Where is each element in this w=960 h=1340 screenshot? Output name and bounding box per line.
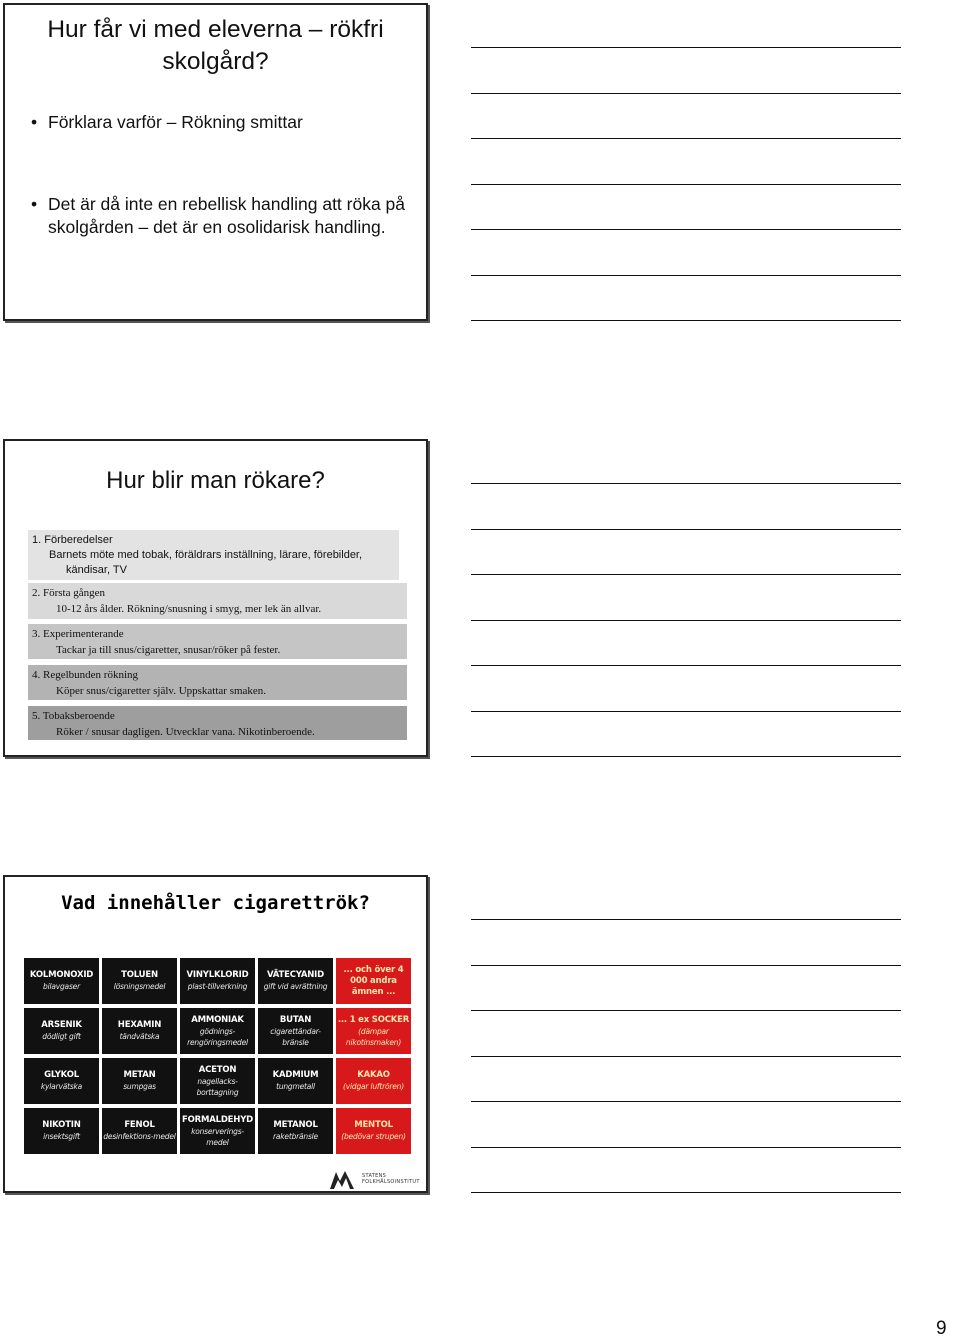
note-line [471,1056,901,1057]
slide-3 [3,875,428,1193]
institute-logo [328,1169,424,1193]
ingredient-use: nagellacks-borttagning [196,1076,239,1097]
ingredient-cell [102,1008,177,1054]
ingredient-use: (bedövar strupen) [341,1132,406,1141]
slide-3-title: Vad innehåller cigarettrök? [61,892,370,914]
ingredient-name: HEXAMIN [117,1020,162,1030]
step-description: Barnets möte med tobak, föräldrars inställning, lärare, förebilder, kändisar, TV [49,549,363,576]
slide-2 [3,439,428,757]
note-line [471,965,901,966]
note-line [471,665,901,666]
ingredient-cell [24,1108,99,1154]
ingredient-cell [258,1108,333,1154]
step-heading: 3. Experimenterande [32,628,124,640]
ingredient-cell [102,1058,177,1104]
note-line [471,47,901,48]
slide-1-bullet [31,193,411,238]
ingredient-use: (vidgar luftrören) [343,1082,404,1091]
step-heading: 5. Tobaksberoende [32,710,115,722]
institute-logo-icon [328,1169,356,1191]
ingredient-use: sumpgas [123,1082,156,1091]
slide-1-title: Hur får vi med eleverna – rökfri skolgård? [47,16,384,75]
step-description: Köper snus/cigaretter själv. Uppskattar smaken. [56,684,267,697]
ingredient-cell [258,1008,333,1054]
ingredient-name: ARSENIK [41,1020,82,1030]
step-box [28,665,407,700]
bullet-text: Det är då inte en rebellisk handling att röka på skolgården – det är en osolidarisk handling. [48,194,406,237]
ingredient-use: raketbränsle [273,1132,318,1141]
note-line [471,138,901,139]
ingredient-name: VINYLKLORID [186,970,249,980]
institute-logo-text: STATENS FOLKHÄLSOINSTITUT [362,1173,420,1185]
page-number: 9 [936,1318,947,1339]
slide-1 [3,3,428,321]
note-line [471,1147,901,1148]
note-line [471,529,901,530]
ingredient-use: dödligt gift [42,1032,81,1041]
ingredient-name: NIKOTIN [42,1120,81,1130]
ingredient-use: tändvätska [119,1032,160,1041]
ingredient-cell [336,1108,411,1154]
ingredient-use: tungmetall [276,1082,315,1091]
step-heading: 4. Regelbunden rökning [32,669,139,681]
step-box [28,530,399,580]
step-heading: 1. Förberedelser [32,534,113,546]
note-line [471,1101,901,1102]
ingredient-name: MENTOL [354,1120,393,1130]
ingredient-use: (dämpar nikotinsmaken) [345,1026,402,1047]
ingredient-name: ... 1 ex SOCKER [337,1014,410,1025]
note-line [471,184,901,185]
ingredient-cell [180,958,255,1004]
ingredient-name: TOLUEN [121,970,158,980]
step-heading: 2. Första gången [32,587,106,599]
note-line [471,1192,901,1193]
ingredient-name: FORMALDEHYD [181,1114,254,1125]
ingredient-cell [180,1108,255,1154]
ingredient-name: ... och över 4 000 andra ämnen ... [343,964,404,997]
note-line [471,574,901,575]
ingredient-use: insektsgift [43,1132,80,1141]
ingredient-cell [24,1008,99,1054]
note-line [471,229,901,230]
step-description: 10-12 års ålder. Rökning/snusning i smyg, mer lek än allvar. [56,602,322,615]
ingredient-name: FENOL [124,1120,155,1130]
ingredient-name: METANOL [273,1120,318,1130]
step-box [28,624,407,659]
ingredient-use: gödnings- rengöringsmedel [187,1026,248,1047]
note-line [471,620,901,621]
ingredient-cell [102,1108,177,1154]
step-description: Tackar ja till snus/cigaretter, snusar/röker på fester. [56,643,281,656]
step-box [28,583,407,619]
ingredient-use: gift vid avrättning [263,982,328,991]
slide-1-bullet [31,111,411,134]
note-line [471,275,901,276]
ingredient-grid [24,958,411,1155]
ingredient-name: VÄTECYANID [266,970,324,980]
bullet-icon: • [31,112,38,132]
note-line [471,93,901,94]
ingredient-cell [258,1058,333,1104]
ingredient-cell [102,958,177,1004]
note-line [471,1010,901,1011]
step-box [28,706,407,740]
ingredient-use: kylarvätska [40,1082,83,1091]
ingredient-name: ACETON [198,1064,237,1075]
slide-2-title: Hur blir man rökare? [106,467,325,494]
ingredient-name: KADMIUM [272,1070,319,1080]
ingredient-use: plast-tillverkning [187,982,248,991]
ingredient-use: desinfektions-medel [103,1132,176,1141]
ingredient-name: GLYKOL [44,1070,79,1080]
ingredient-cell [336,958,411,1004]
note-line [471,756,901,757]
ingredient-cell [336,1058,411,1104]
ingredient-name: METAN [123,1070,156,1080]
ingredient-name: KAKAO [357,1070,390,1080]
ingredient-cell [336,1008,411,1054]
ingredient-cell [24,1058,99,1104]
ingredient-use: konserverings-medel [191,1126,244,1147]
ingredient-use: bilavgaser [43,982,80,991]
ingredient-cell [180,1008,255,1054]
bullet-icon: • [31,194,38,214]
ingredient-name: KOLMONOXID [29,970,94,980]
ingredient-use: cigarettändar-bränsle [270,1026,321,1047]
step-description: Röker / snusar dagligen. Utvecklar vana. Nikotinberoende. [56,725,315,738]
bullet-text: Förklara varför – Rökning smittar [48,112,303,132]
ingredient-cell [24,958,99,1004]
ingredient-name: BUTAN [279,1014,312,1025]
note-line [471,711,901,712]
ingredient-use: lösningsmedel [113,982,166,991]
note-line [471,320,901,321]
ingredient-cell [180,1058,255,1104]
ingredient-cell [258,958,333,1004]
ingredient-name: AMMONIAK [191,1014,244,1025]
note-line [471,483,901,484]
note-line [471,919,901,920]
